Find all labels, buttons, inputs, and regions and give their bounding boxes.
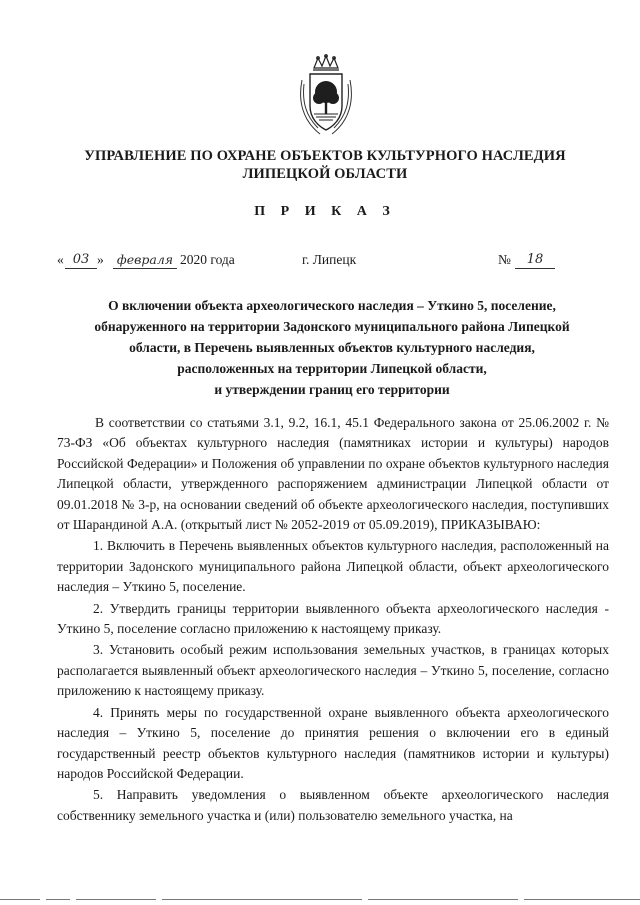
order-body [57, 413, 609, 826]
order-number-handwritten: 18 [515, 252, 555, 269]
date-quote-open: « [57, 252, 64, 267]
order-number-sign: № [498, 252, 511, 267]
document-type-title: П Р И К А З [254, 204, 396, 219]
order-item-4: 4. Принять меры по государственной охране выявленного объекта археологического наследия – Уткино 5, поселение до принятия решения о включении его в единый государственный реестр объектов культурного наследия (памятников истории и культуры) народов Российской Федерации. [57, 704, 609, 781]
order-item-1: 1. Включить в Перечень выявленных объектов культурного наследия, расположенный на территории Задонского муниципального района Липецкой области, объект археологического наследия – Уткино 5, поселение. [57, 538, 609, 595]
date-day-handwritten: 03 [65, 252, 97, 269]
organization-name-line2: ЛИПЕЦКОЙ ОБЛАСТИ [242, 166, 408, 182]
issue-city: г. Липецк [302, 252, 357, 267]
scan-edge-divider [0, 895, 640, 905]
lipetsk-oblast-coat-of-arms-icon [296, 54, 356, 138]
subject-line: расположенных на территории Липецкой области, [177, 361, 487, 376]
order-item-5: 5. Направить уведомления о выявленном объекте археологического наследия собственнику земельного участка и (или) пользователю земельного участка, на [57, 787, 609, 823]
date-year: 2020 года [180, 252, 235, 267]
preamble-paragraph: В соответствии со статьями 3.1, 9.2, 16.1, 45.1 Федерального закона от 25.06.2002 г. № 73-ФЗ «Об объектах культурного наследия (памятниках истории и культуры) народов Российской Федерации» и Положения об управлении по охране объектов культурного наследия Липецкой области, утвержденного распоряжением администрации Липецкой области от 09.01.2018 № 3-р, на основании сведений об объекте археологического наследия, поступивших от Шарандиной А.А. (открытый лист № 2052-2019 от 05.09.2019), ПРИКАЗЫВАЮ: [57, 415, 609, 533]
organization-name-line1: УПРАВЛЕНИЕ ПО ОХРАНЕ ОБЪЕКТОВ КУЛЬТУРНОГО НАСЛЕДИЯ [84, 148, 566, 164]
subject-line: и утверждении границ его территории [214, 382, 450, 397]
date-quote-close: » [97, 252, 104, 267]
subject-line: О включении объекта археологического наследия – Уткино 5, поселение, [108, 298, 556, 313]
order-item-2: 2. Утвердить границы территории выявленного объекта археологического наследия - Уткино 5, поселение согласно приложению к настоящему приказу. [57, 600, 609, 637]
order-subject [68, 295, 596, 400]
subject-line: области, в Перечень выявленных объектов культурного наследия, [129, 340, 535, 355]
subject-line: обнаруженного на территории Задонского муниципального района Липецкой [94, 319, 570, 334]
order-item-3: 3. Установить особый режим использования земельных участков, в границах которых располагается выявленный объект археологического наследия – Уткино 5, поселение, согласно приложению к настоящему приказу. [57, 642, 609, 699]
date-month-handwritten: февраля [113, 252, 177, 269]
date-number-line [0, 252, 640, 272]
